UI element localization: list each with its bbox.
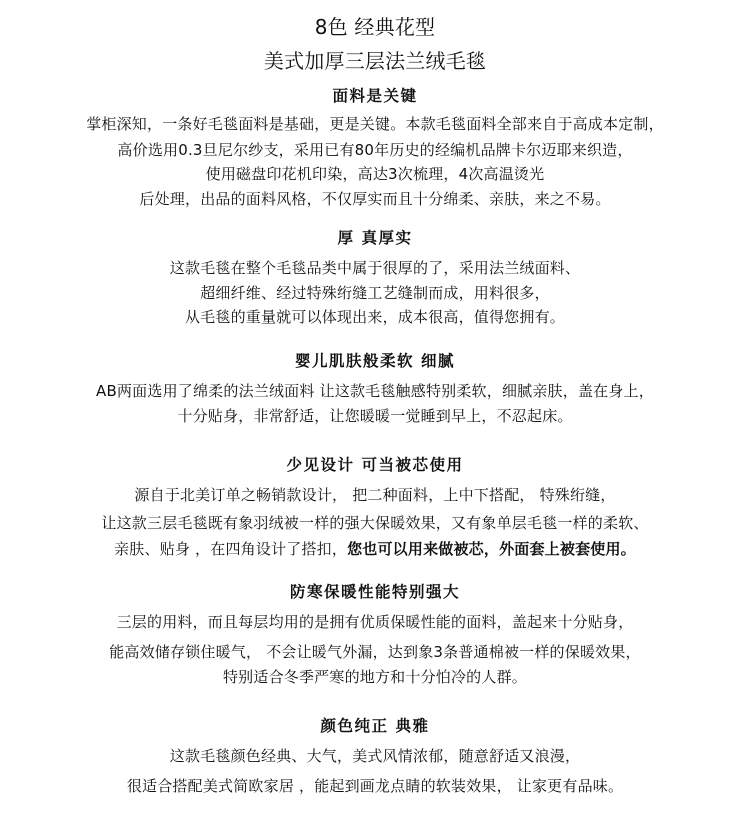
section-3-line-2: 十分贴身，非常舒适，让您暖暖一觉睡到早上，不忍起床。 bbox=[177, 407, 573, 425]
section-6-line-1: 这款毛毯颜色经典、大气，美式风情浓郁，随意舒适又浪漫， bbox=[169, 747, 581, 765]
section-heading-fabric: 面料是关键 bbox=[332, 87, 418, 105]
section-5-line-2: 能高效储存锁住暖气， 不会让暖气外漏，达到象3条普通棉被一样的保暖效果， bbox=[109, 643, 641, 661]
section-3-line-1: AB两面选用了绵柔的法兰绒面料 让这款毛毯触感特别柔软，细腻亲肤，盖在身上， bbox=[96, 382, 654, 400]
section-6-line-2: 很适合搭配美式简欧家居 ，能起到画龙点睛的软装效果， 让家更有品味。 bbox=[126, 777, 624, 795]
title-line-2: 美式加厚三层法兰绒毛毯 bbox=[263, 49, 487, 73]
section-heading-thick: 厚 真厚实 bbox=[337, 229, 413, 247]
section-4-line-1: 源自于北美订单之畅销款设计， 把二种面料，上中下搭配， 特殊绗缝， bbox=[134, 486, 616, 504]
section-1-line-3: 使用磁盘印花机印染，高达3次梳理，4次高温烫光 bbox=[205, 165, 545, 183]
section-1-line-1: 掌柜深知，一条好毛毯面料是基础，更是关键。本款毛毯面料全部来自于高成本定制， bbox=[86, 115, 664, 133]
section-5-line-1: 三层的用料，而且每层均用的是拥有优质保暖性能的面料，盖起来十分贴身， bbox=[116, 613, 634, 631]
section-heading-warmth: 防寒保暖性能特别强大 bbox=[289, 583, 460, 601]
title-line-1: 8色 经典花型 bbox=[314, 15, 436, 39]
section-2-line-3: 从毛毯的重量就可以体现出来，成本很高，值得您拥有。 bbox=[184, 308, 565, 326]
section-heading-soft: 婴儿肌肤般柔软 细腻 bbox=[295, 352, 455, 370]
section-heading-design: 少见设计 可当被芯使用 bbox=[286, 456, 464, 474]
section-1-line-4: 后处理，出品的面料风格，不仅厚实而且十分绵柔、亲肤，来之不易。 bbox=[139, 190, 611, 208]
section-4-line-2: 让这款三层毛毯既有象羽绒被一样的强大保暖效果，又有象单层毛毯一样的柔软、 bbox=[101, 514, 649, 532]
section-4-line-3 bbox=[0, 539, 750, 559]
section-2-line-1: 这款毛毯在整个毛毯品类中属于很厚的了，采用法兰绒面料、 bbox=[169, 259, 581, 277]
section-4-line-3-bold: 您也可以用来做被芯，外面套上被套使用。 bbox=[347, 540, 636, 558]
section-heading-color: 颜色纯正 典雅 bbox=[320, 717, 430, 735]
section-2-line-2: 超细纤维、经过特殊绗缝工艺缝制而成，用料很多， bbox=[200, 284, 550, 302]
section-4-line-3-regular: 亲肤、贴身 ，在四角设计了搭扣， bbox=[114, 540, 348, 558]
section-1-line-2: 高价选用0.3旦尼尔纱支，采用已有80年历史的经编机品牌卡尔迈耶来织造， bbox=[117, 141, 633, 159]
section-5-line-3: 特别适合冬季严寒的地方和十分怕冷的人群。 bbox=[222, 668, 527, 686]
